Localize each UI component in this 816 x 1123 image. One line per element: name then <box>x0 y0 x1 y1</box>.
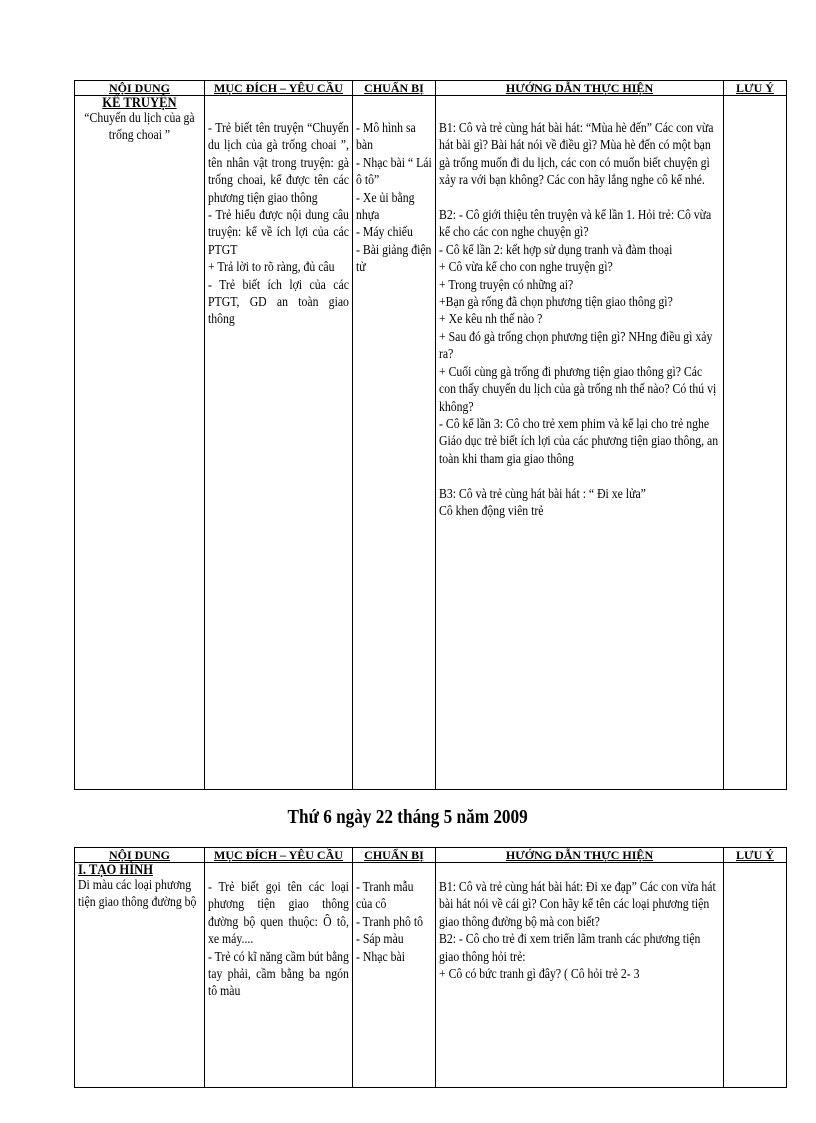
header-goals: MỤC ĐÍCH – YÊU CẦU <box>205 81 353 96</box>
day-heading <box>0 806 816 829</box>
step-line: Giáo dục trẻ biết ích lợi của các phương tiện giao thông, an toàn khi tham gia giao thông <box>439 434 722 467</box>
step-line: B1: Cô và trẻ cùng hát bài hát: “Mùa hè đến” Các con vừa hát bài gì? Bài hát nói về điều gì? Mùa hè đến có một bạn gà trống muốn đi du lịch, các con có muốn biết chuyện gì xảy ra với bạn không? Các con hãy lắng nghe cô kể nhé. <box>439 121 717 189</box>
header-prep: CHUẨN BỊ <box>353 848 436 863</box>
content-text: Di màu các loại phương tiện giao thông đường bộ <box>78 878 197 911</box>
step-line: +Bạn gà rống đã chọn phương tiện giao thông gì? <box>439 295 673 311</box>
note-cell <box>724 863 787 1088</box>
prep-item: - Tranh phô tô <box>356 914 423 930</box>
step-line: - Cô kể lần 2: kết hợp sử dụng tranh và đàm thoại <box>439 242 673 258</box>
table-header-row <box>75 81 787 96</box>
step-line: + Cô có bức tranh gì đây? ( Cô hỏi trẻ 2- 3 <box>439 967 640 983</box>
content-text: “Chuyến du lịch của gà trống choai ” <box>84 111 198 144</box>
step-line: + Cô vừa kể cho con nghe truyện gì? <box>439 260 613 276</box>
goals-cell <box>205 96 353 790</box>
header-note: LƯU Ý <box>724 81 787 96</box>
step-line <box>439 468 720 485</box>
header-goals: MỤC ĐÍCH – YÊU CẦU <box>205 848 353 863</box>
header-content: NỘI DUNG <box>75 81 205 96</box>
prep-item: - Bài giảng điện tử <box>356 242 435 276</box>
steps-cell <box>436 863 724 1088</box>
goal-item: - Trẻ hiểu được nội dung câu truyện: kể về ích lợi của các PTGT <box>208 208 352 258</box>
step-line: + Sau đó gà trống chọn phương tiện gì? NHng điều gì xảy ra? <box>439 329 716 363</box>
step-line: - Cô kể lần 3: Cô cho trẻ xem phim và kể lại cho trẻ nghe <box>439 416 710 432</box>
step-line: + Trong truyện có những ai? <box>439 277 574 293</box>
goal-item: - Trẻ biết tên truyện “Chuyến du lịch của gà trống choai ”, tên nhân vật trong truyện: gà trống choai, kể được tên các phương tiện giao thông <box>208 121 352 206</box>
step-line: B1: Cô và trẻ cùng hát bài hát: Đi xe đạp” Các con vừa hát bài hát nói về cái gì? Con hãy kể tên các loại phương tiện giao thông đường bộ mà con biết? <box>439 880 719 930</box>
prep-item: - Mô hình sa bàn <box>356 121 419 154</box>
step-line: B3: Cô và trẻ cùng hát bài hát : “ Đi xe lửa” <box>439 486 646 502</box>
header-content: NỘI DUNG <box>75 848 205 863</box>
goal-item: + Trả lời to rõ ràng, đủ câu <box>208 260 335 276</box>
table-row <box>75 863 787 1088</box>
step-line <box>439 190 720 207</box>
goal-item: - Trẻ biết gọi tên các loại phương tiện giao thông đường bộ quen thuộc: Ô tô, xe máy.... <box>208 880 352 948</box>
step-line: B2: - Cô giới thiệu tên truyện và kể lần 1. Hỏi trẻ: Cô vừa kể cho các con nghe chuyện gì? <box>439 208 715 241</box>
section-title: I. TẠO HÌNH <box>78 862 154 878</box>
day-heading-text: Thứ 6 ngày 22 tháng 5 năm 2009 <box>287 806 529 828</box>
step-line: Cô khen động viên trẻ <box>439 503 544 519</box>
header-steps: HƯỚNG DẪN THỰC HIỆN <box>436 81 724 96</box>
content-cell <box>75 96 205 790</box>
goal-item: - Trẻ biết ích lợi của các PTGT, GD an toàn giao thông <box>208 277 352 328</box>
prep-item: - Máy chiếu <box>356 225 413 241</box>
prep-item: - Nhạc bài “ Lái ô tô” <box>356 155 435 189</box>
table-header-row <box>75 848 787 863</box>
content-cell <box>75 863 205 1088</box>
goals-cell <box>205 863 353 1088</box>
prep-item: - Nhạc bài <box>356 949 405 965</box>
step-line: B2: - Cô cho trẻ đi xem triển lãm tranh các phương tiện giao thông hỏi trẻ: <box>439 932 704 965</box>
steps-cell <box>436 96 724 790</box>
goal-item: - Trẻ có kĩ năng cầm bút bằng tay phải, cầm bằng ba ngón tô màu <box>208 949 352 1000</box>
section-title: KỂ TRUYỆN <box>102 95 177 111</box>
step-line: + Cuối cùng gà trống đi phương tiện giao thông gì? Các con thấy chuyến du lịch của gà trống nh thế nào? Có thú vị không? <box>439 364 720 415</box>
header-note: LƯU Ý <box>724 848 787 863</box>
prep-item: - Sáp màu <box>356 932 404 948</box>
prep-cell <box>353 96 436 790</box>
header-steps: HƯỚNG DẪN THỰC HIỆN <box>436 848 724 863</box>
table-row <box>75 96 787 790</box>
lesson-table-2 <box>74 847 787 1088</box>
note-cell <box>724 96 787 790</box>
prep-item: - Tranh mẫu của cô <box>356 880 417 913</box>
header-prep: CHUẨN BỊ <box>353 81 436 96</box>
prep-item: - Xe ủi bằng nhựa <box>356 190 418 224</box>
step-line: + Xe kêu nh thế nào ? <box>439 312 543 328</box>
lesson-table-1 <box>74 80 787 790</box>
prep-cell <box>353 863 436 1088</box>
